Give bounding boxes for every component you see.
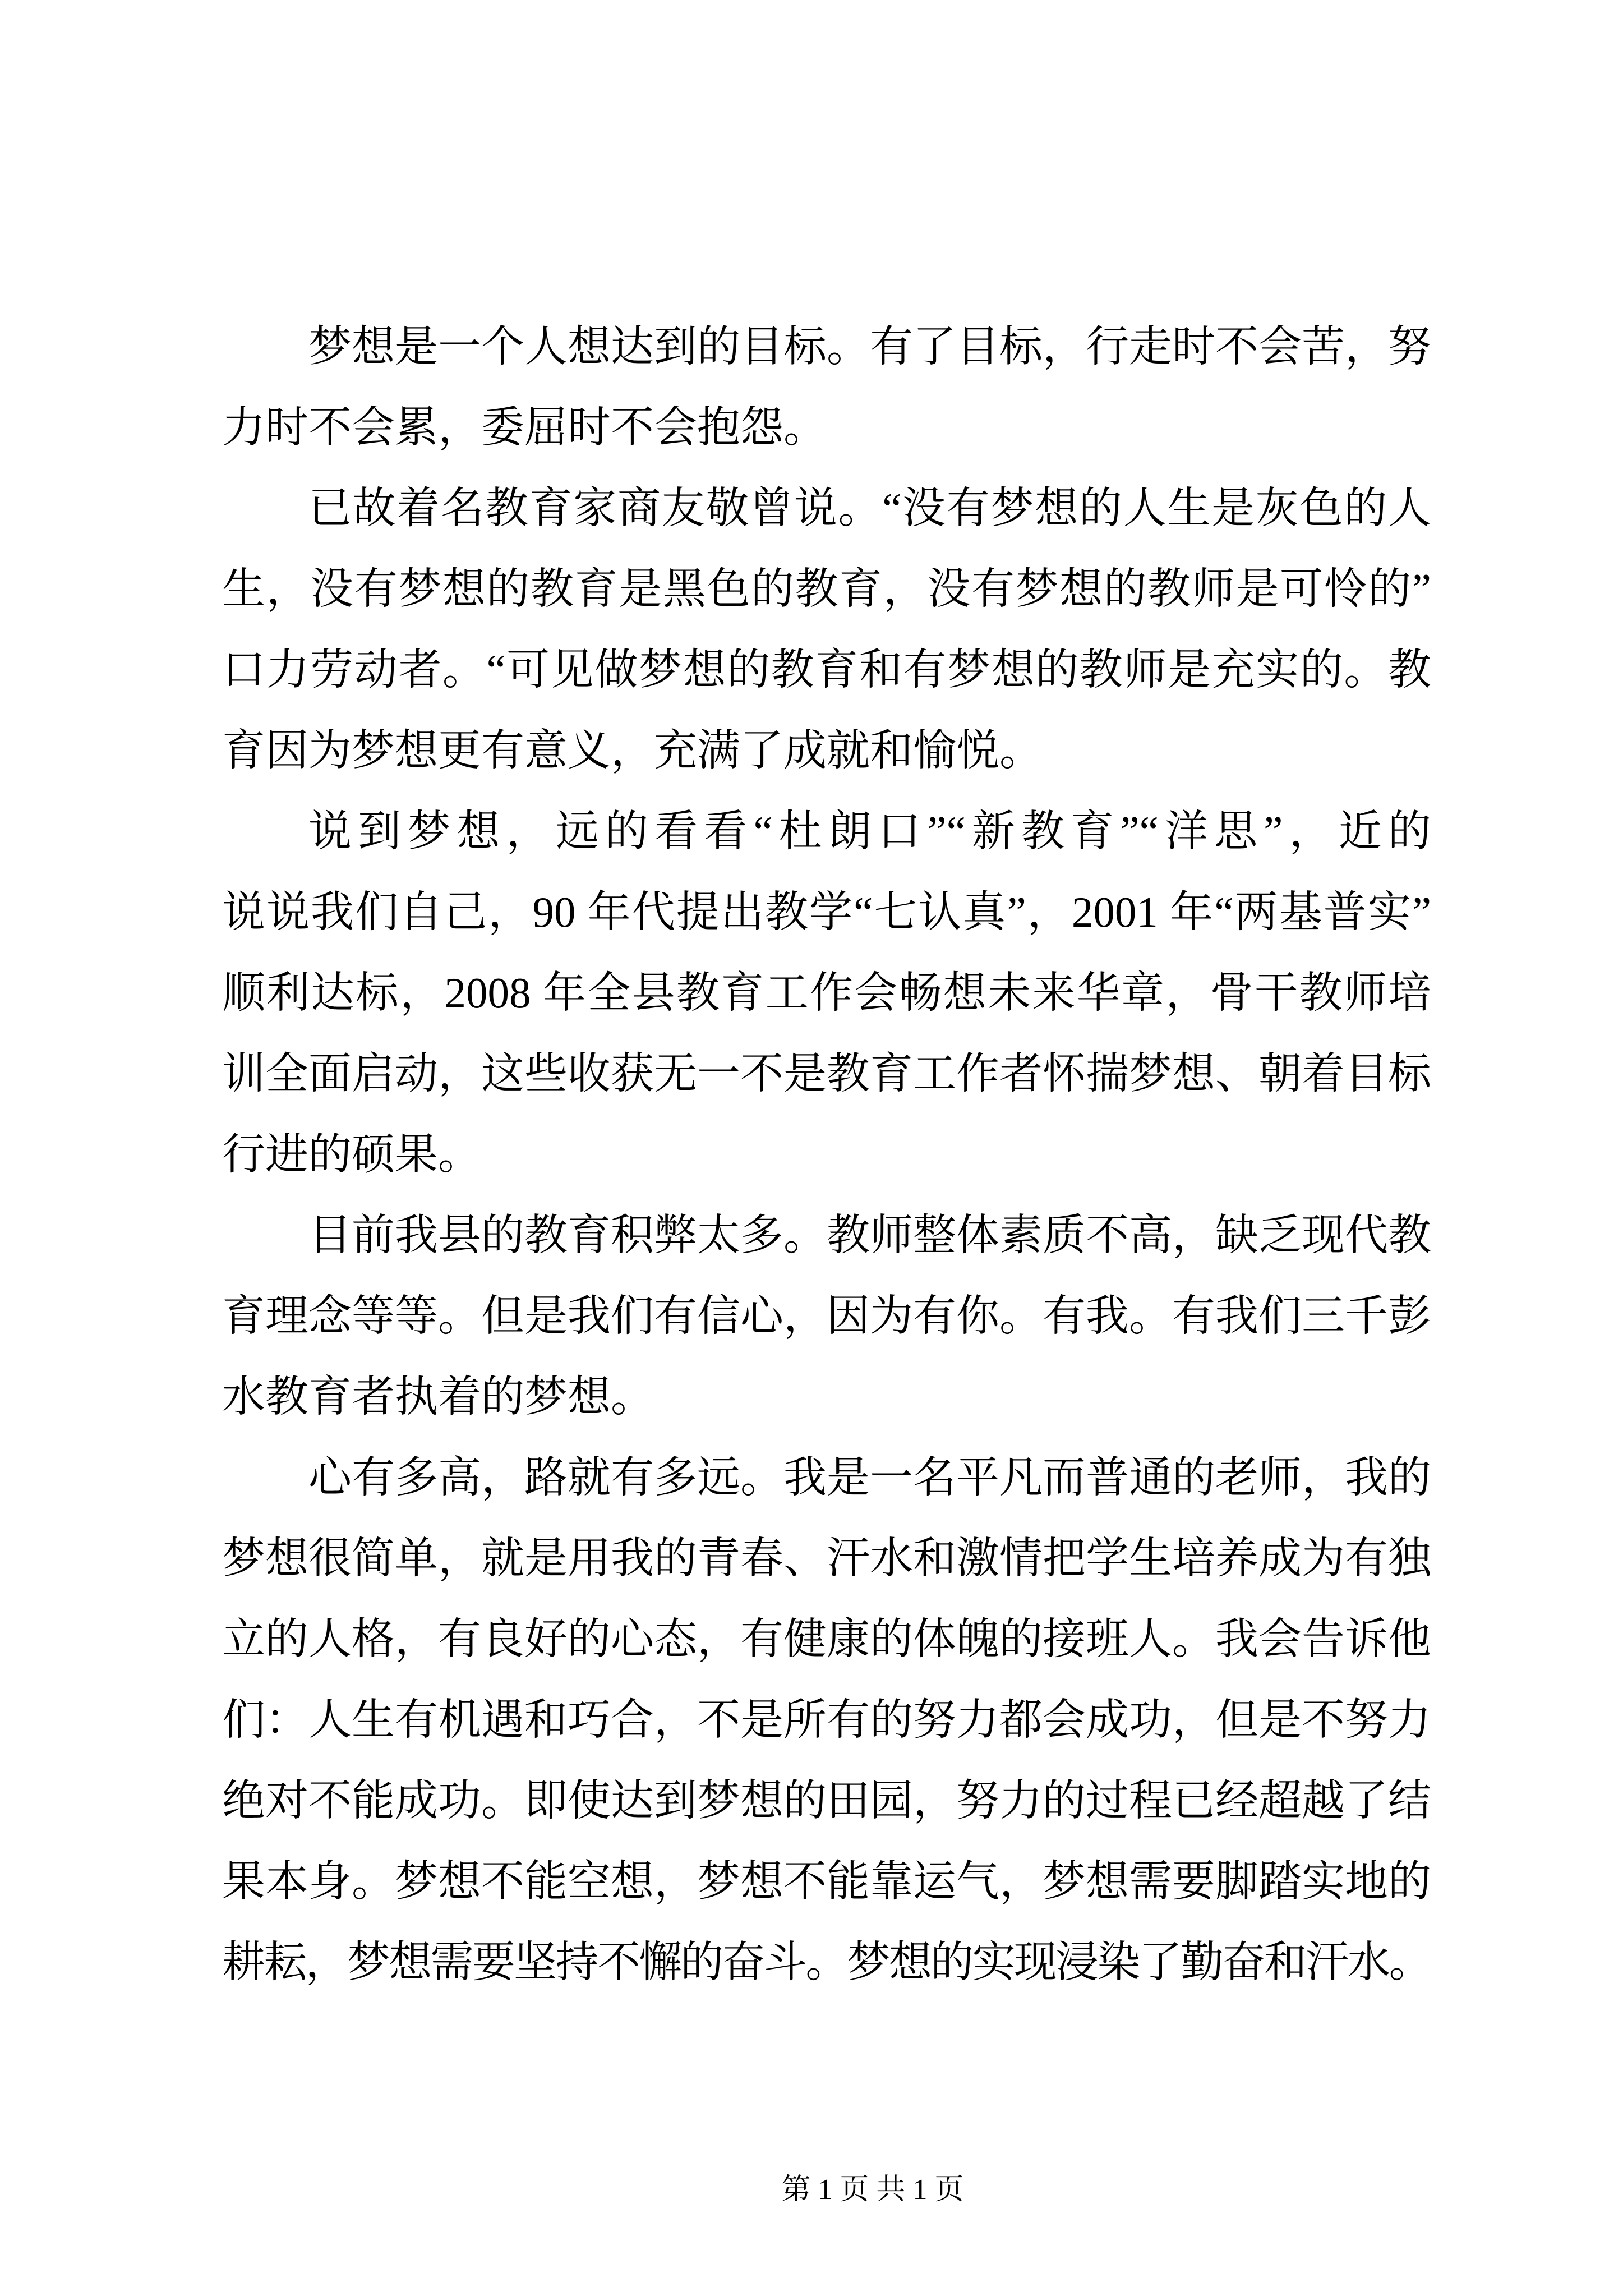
paragraph	[222, 468, 1431, 791]
page-number: 第 1 页 共 1 页	[781, 2174, 964, 2206]
paragraph	[222, 1195, 1431, 1437]
paragraph-line: 立的人格，有良好的心态，有健康的体魄的接班人。我会告诉他	[222, 1615, 1431, 1663]
paragraph-line: 说到梦想，远的看看“杜朗口”“新教育”“洋思”，近的	[308, 807, 1431, 855]
paragraph-line: 水教育者执着的梦想。	[222, 1373, 654, 1421]
paragraph-line: 生，没有梦想的教育是黑色的教育，没有梦想的教师是可怜的”	[222, 565, 1431, 613]
paragraph-line: 行进的硕果。	[222, 1130, 481, 1179]
paragraph-line: 梦想很简单，就是用我的青春、汗水和激情把学生培养成为有独	[222, 1534, 1431, 1582]
paragraph-line: 绝对不能成功。即使达到梦想的田园，努力的过程已经超越了结	[222, 1777, 1431, 1825]
paragraph-line: 力时不会累，委屈时不会抱怨。	[222, 403, 827, 452]
paragraph-line: 目前我县的教育积弊太多。教师整体素质不高，缺乏现代教	[308, 1211, 1431, 1259]
paragraph-line: 训全面启动，这些收获无一不是教育工作者怀揣梦想、朝着目标	[222, 1050, 1431, 1098]
page-footer	[746, 2139, 970, 2240]
paragraph	[222, 306, 1431, 468]
paragraph-line: 梦想是一个人想达到的目标。有了目标，行走时不会苦，努	[308, 323, 1431, 371]
paragraph-line: 心有多高，路就有多远。我是一名平凡而普通的老师，我的	[308, 1453, 1431, 1502]
document-body	[222, 306, 1431, 2003]
paragraph-line: 们：人生有机遇和巧合，不是所有的努力都会成功，但是不努力	[222, 1696, 1431, 1744]
paragraph-line: 说说我们自己，90 年代提出教学“七认真”，2001 年“两基普实”	[222, 888, 1431, 936]
paragraph	[222, 791, 1431, 1195]
paragraph-line: 顺利达标，2008 年全县教育工作会畅想未来华章，骨干教师培	[222, 969, 1431, 1017]
paragraph-line: 耕耘，梦想需要坚持不懈的奋斗。梦想的实现浸染了勤奋和汗水。	[222, 1938, 1431, 1986]
paragraph-line: 已故着名教育家商友敬曾说。“没有梦想的人生是灰色的人	[308, 484, 1431, 532]
paragraph-line: 育因为梦想更有意义，充满了成就和愉悦。	[222, 726, 1043, 775]
paragraph	[222, 1437, 1431, 2003]
paragraph-line: 口力劳动者。“可见做梦想的教育和有梦想的教师是充实的。教	[222, 646, 1431, 694]
paragraph-line: 果本身。梦想不能空想，梦想不能靠运气，梦想需要脚踏实地的	[222, 1857, 1431, 1906]
paragraph-line: 育理念等等。但是我们有信心，因为有你。有我。有我们三千彭	[222, 1292, 1431, 1340]
